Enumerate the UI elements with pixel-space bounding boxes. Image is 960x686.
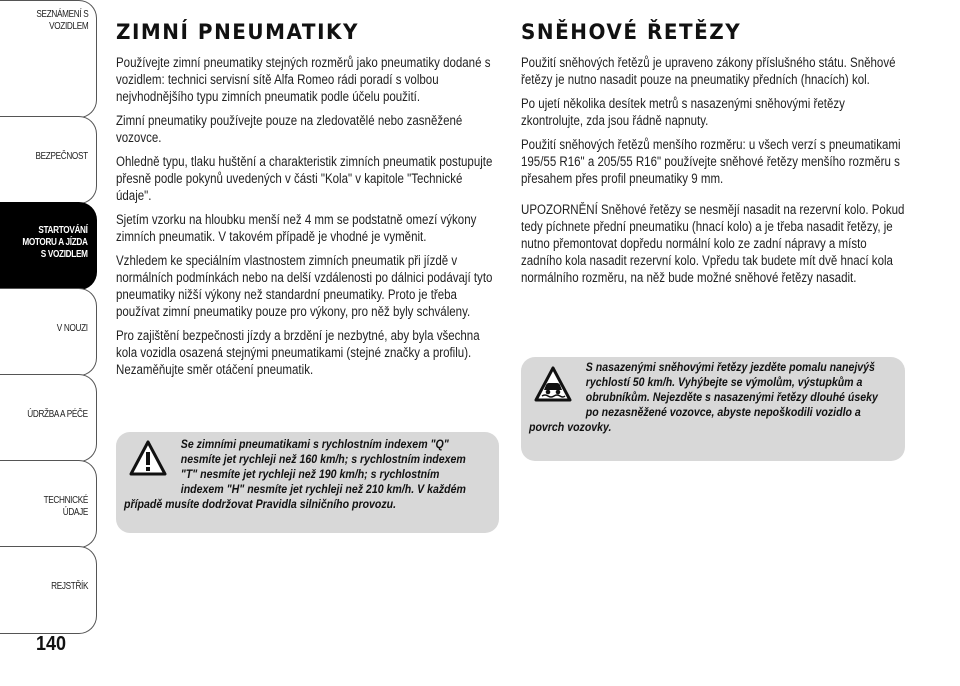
warning-text: Se zimními pneumatikami s rychlostním indexem "Q" nesmíte jet rychleji než 160 km/h; s rychlostním indexem "T" nesmíte jet rychleji než 190 km/h; s rychlostním indexem "H" nesmíte jet rychleji než 210 km/h. V každém případě musíte dodržovat Pravidla silničního provozu. — [124, 437, 466, 511]
paragraph: Použití sněhových řetězů menšího rozměru: u všech verzí s pneumatikami 195/55 R16" a 205/55 R16" používejte sněhové řetězy menšího rozměru s přesahem přes profil pneumatiky 9 mm. — [521, 137, 901, 186]
chapter-sidebar — [0, 0, 100, 640]
warning-text-container — [529, 360, 890, 435]
tab-seznameni-s-vozidlem[interactable] — [0, 0, 97, 118]
tab-label: TECHNICKÉ ÚDAJE — [43, 495, 88, 518]
tab-bezpecnost[interactable] — [0, 116, 97, 204]
warning-text: S nasazenými sněhovými řetězy jezděte pomalu nanejvýš rychlostí 50 km/h. Vyhýbejte se výmolům, výstupkům a obrubníkům. Nejezděte s nasazenými řetězy dlouhé úseky po nezasněžené vozovce, abyste nepoškodili vozidlo a povrch vozovky. — [529, 360, 878, 434]
tab-v-nouzi[interactable] — [0, 288, 97, 376]
section-heading: ZIMNÍ PNEUMATIKY — [116, 20, 359, 44]
warning-box-snow-chains — [521, 357, 905, 461]
tab-label: SEZNÁMENÍ S VOZIDLEM — [36, 9, 88, 32]
tab-label: V NOUZI — [57, 323, 88, 334]
page-number: 140 — [36, 633, 67, 655]
paragraph: Použití sněhových řetězů je upraveno zákony příslušného státu. Sněhové řetězy je nutno nasadit pouze na pneumatiky předních (hnacích) kol. — [521, 55, 896, 87]
paragraph: Vzhledem ke speciálním vlastnostem zimních pneumatik při jízdě v normálních podmínkách nebo na delší vzdálenosti po dálnici podávají tyto pneumatiky nižší výkony než standardní pneumatiky. Proto je třeba používat zimní pneumatiky pouze pro výkony, pro něž byly schváleny. — [116, 253, 493, 319]
tab-rejstrik[interactable] — [0, 546, 97, 634]
paragraph: Používejte zimní pneumatiky stejných rozměrů jako pneumatiky dodané s vozidlem: technici servisní sítě Alfa Romeo rádi poradí s volbou nejvhodnějšího typu zimních pneumatik podle účelu použití. — [116, 55, 491, 104]
paragraph: Ohledně typu, tlaku huštění a charakteristik zimních pneumatik postupujte přesně podle pokynů uvedených v části "Kola" v kapitole "Technické údaje". — [116, 154, 493, 203]
tab-label: STARTOVÁNÍ MOTORU A JÍZDA S VOZIDLEM — [22, 225, 88, 260]
tab-technicke-udaje[interactable] — [0, 460, 97, 548]
section-heading: SNĚHOVÉ ŘETĚZY — [521, 20, 742, 44]
paragraph: Po ujetí několika desítek metrů s nasazenými sněhovými řetězy zkontrolujte, zda jsou řádně napnuty. — [521, 96, 845, 128]
paragraph: Zimní pneumatiky používejte pouze na zledovatělé nebo zasněžené vozovce. — [116, 113, 463, 145]
tab-label: REJSTŘÍK — [50, 581, 88, 592]
tab-label: BEZPEČNOST — [35, 151, 88, 162]
paragraph-notice: UPOZORNĚNÍ Sněhové řetězy se nesmějí nasadit na rezervní kolo. Pokud tedy píchnete přední pneumatiku (hnací kolo) a je třeba nasadit řetězy, je nutno přemontovat dopředu normální kolo ze zadní nápravy a místo zadního kola nasadit rezervní kolo. Vpředu tak budete mít dvě hnací kola normálního rozměru, na něž bude možné sněhové řetězy nasadit. — [521, 202, 905, 285]
tab-startovani-motoru[interactable] — [0, 202, 97, 290]
winter-tyres-section — [116, 20, 500, 385]
tab-udrzba-a-pece[interactable] — [0, 374, 97, 462]
paragraph: Sjetím vzorku na hloubku menší než 4 mm se podstatně omezí výkony zimních pneumatik. V takovém případě je vhodné je vyměnit. — [116, 212, 477, 244]
snow-chains-section — [521, 20, 909, 293]
paragraph: Pro zajištění bezpečnosti jízdy a brzdění je nezbytné, aby byla všechna kola vozidla osazená stejnými pneumatikami (stejné značky a profilu). Nezaměňujte směr otáčení pneumatik. — [116, 328, 480, 377]
tab-label: ÚDRŽBA A PÉČE — [27, 409, 88, 420]
warning-box-speed-index — [116, 432, 499, 533]
warning-text-container — [124, 437, 485, 512]
